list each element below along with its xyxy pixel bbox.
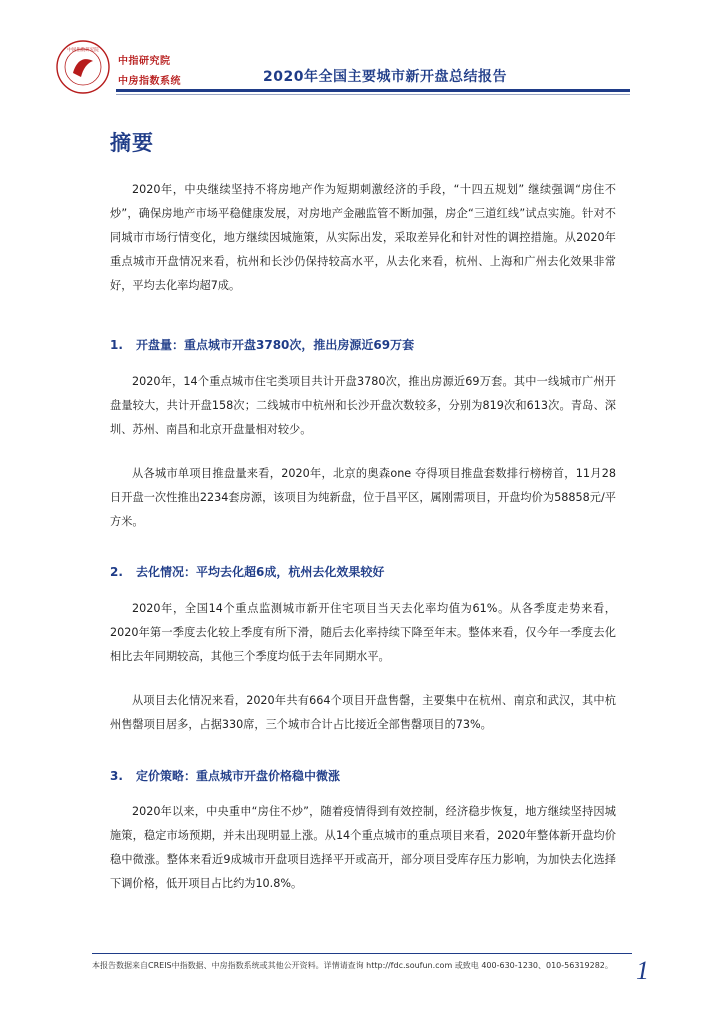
header-rule-thin: [116, 94, 630, 95]
section-heading-2: [110, 563, 616, 580]
page-number: 1: [636, 956, 649, 985]
section-2-paragraph-1: 2020年，全国14个重点监测城市新开住宅项目当天去化率均值为61%。从各季度走势来看，2020年第一季度去化较上季度有所下滑，随后去化率持续下降至年末。整体来看，仅今年一季度去化相比去年同期较高，其他三个季度均低于去年同期水平。: [110, 602, 616, 663]
report-title: 2020年全国主要城市新开盘总结报告: [263, 69, 507, 85]
section-1-paragraph-1: 2020年，14个重点城市住宅类项目共计开盘3780次，推出房源近69万套。其中一线城市广州开盘量较大，共计开盘158次；二线城市中杭州和长沙开盘次数较多，分别为819次和613次。青岛、深圳、苏州、南昌和北京开盘量相对较少。: [110, 375, 616, 436]
abstract-paragraph: 2020年，中央继续坚持不将房地产作为短期刺激经济的手段，“十四五规划” 继续强调“房住不炒”，确保房地产市场平稳健康发展，对房地产金融监管不断加强，房企“三道红线”试点实施。针对不同城市市场行情变化，地方继续因城施策，从实际出发，采取差异化和针对性的调控措施。从2020年重点城市开盘情况来看，杭州和长沙仍保持较高水平，从去化来看，杭州、上海和广州去化效果非常好，平均去化率均超7成。: [110, 183, 616, 292]
footer-rule: [92, 953, 632, 954]
org-name-index-system: 中房指数系统: [118, 76, 181, 87]
section-number: 2.: [110, 565, 123, 579]
header-rule: [116, 89, 630, 92]
section-title: 开盘量：重点城市开盘3780次，推出房源近69万套: [136, 338, 415, 352]
page-header: [0, 0, 724, 100]
org-name-research-institute: 中指研究院: [118, 56, 171, 67]
cih-logo-icon: [55, 39, 111, 95]
section-heading-1: [110, 336, 616, 353]
section-title: 去化情况：平均去化超6成，杭州去化效果较好: [136, 565, 385, 579]
footer-source-note: 本报告数据来自CREIS中指数据、中房指数系统或其他公开资料。详情请查询 http://fdc.soufun.com 或致电 400-630-1230、010-56319282。: [92, 961, 613, 970]
section-3-paragraph-1: 2020年以来，中央重申“房住不炒”，随着疫情得到有效控制，经济稳步恢复，地方继续坚持因城施策，稳定市场预期，并未出现明显上涨。从14个重点城市的重点项目来看，2020年整体新开盘均价稳中微涨。整体来看近9成城市开盘项目选择平开或高开，部分项目受库存压力影响，为加快去化选择下调价格，低开项目占比约为10.8%。: [110, 805, 616, 890]
abstract-heading: 摘要: [110, 131, 154, 155]
section-title: 定价策略：重点城市开盘价格稳中微涨: [136, 769, 341, 783]
section-number: 3.: [110, 769, 123, 783]
section-1-paragraph-2: 从各城市单项目推盘量来看，2020年，北京的奥森one 夺得项目推盘套数排行榜榜首，11月28日开盘一次性推出2234套房源，该项目为纯新盘，位于昌平区，属刚需项目，开盘均价为58858元/平方米。: [110, 467, 616, 528]
section-number: 1.: [110, 338, 123, 352]
section-heading-3: [110, 767, 616, 784]
svg-text:中国指数研究院: 中国指数研究院: [67, 48, 99, 53]
section-2-paragraph-2: 从项目去化情况来看，2020年共有664个项目开盘售罄，主要集中在杭州、南京和武汉，其中杭州售罄项目居多，占据330席，三个城市合计占比接近全部售罄项目的73%。: [110, 694, 616, 731]
